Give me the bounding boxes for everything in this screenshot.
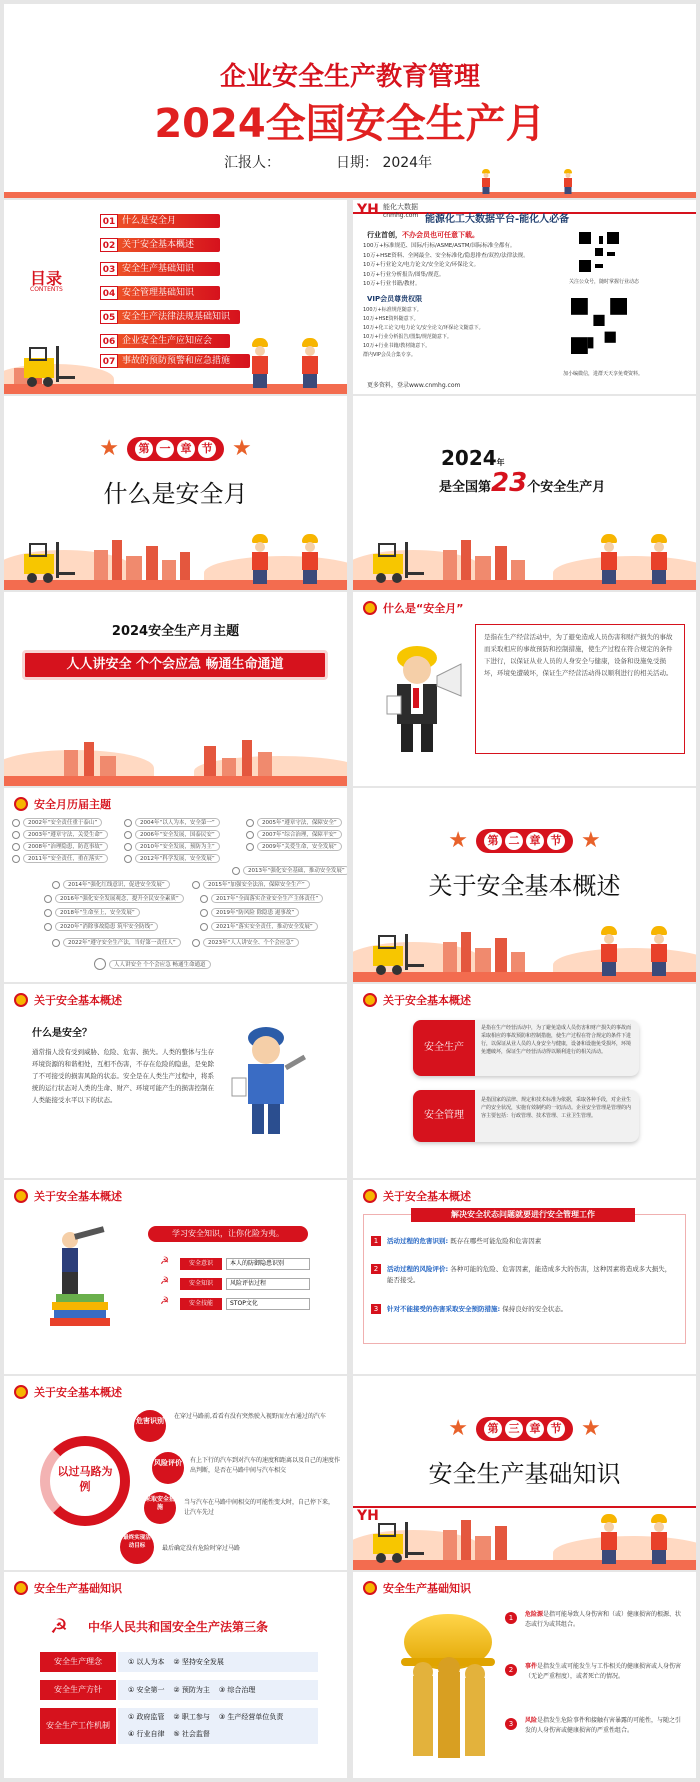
slide-header: 关于安全基本概述 <box>14 1188 122 1204</box>
solve-item: 针对不能接受的伤害采取安全预防措施: 保持良好的安全状态。 <box>387 1305 568 1313</box>
hammer-sickle-icon: ☭ <box>160 1276 169 1287</box>
forklift-icon <box>369 540 427 584</box>
chapter-title: 什么是安全月 <box>103 480 248 508</box>
chapter-badge: ★ 第 三 章 节 ★ <box>448 1416 601 1441</box>
ad-vip-item: 10万+HSE资料随意下。 <box>363 316 419 322</box>
ad-brand-url: cnmhg.com <box>383 212 419 219</box>
ad-item: 10万+行业书籍/教材。 <box>363 281 421 287</box>
card-text: 是指国家的法律、规定和技术标准为依据，采取各种手段，对企业生产的安全状况，实施有效制约的一切活动。企业安全管理是管理的内容主要包括：行政管理、技术管理、工业卫生管理。 <box>481 1097 632 1119</box>
ad-vip-item: 100万+标准规范随意下。 <box>363 307 422 313</box>
theme-slide <box>4 592 347 786</box>
history-item: 2013年“强化安全基础，推动安全发展” <box>232 866 347 875</box>
badge-icon <box>14 1385 28 1399</box>
badge-icon <box>363 1189 377 1203</box>
qr-code-icon <box>579 232 619 272</box>
cover-date: 日期： 2024年 <box>336 155 433 171</box>
month-year: 2024年 <box>441 446 505 470</box>
toc-item[interactable]: 01 什么是安全月 <box>100 214 220 228</box>
hazard-item: 风险是指发生危险事件和接触有害暴露的可能性，与随之引发的人身伤害或健康损害的严重性组合。 <box>525 1717 682 1734</box>
ad-brand-name: 能化大数据 <box>383 203 418 211</box>
solve-number: 3 <box>371 1304 381 1314</box>
toc-item[interactable]: 04 安全管理基础知识 <box>100 286 220 300</box>
cover-reporter: 汇报人： <box>224 155 280 171</box>
item-number: 2 <box>505 1664 517 1676</box>
slide-header: 关于安全基本概述 <box>363 1188 471 1204</box>
ad-vip-title: VIP会员尊贵权限 <box>367 295 423 303</box>
step-circle: 危害识别 <box>134 1410 166 1442</box>
ad-topbar <box>353 1506 696 1508</box>
item-number: 1 <box>505 1612 517 1624</box>
history-item: 2012年“科学发展，安全发展” <box>124 854 220 863</box>
solve-item: 活动过程的风险评价: 各种可能的危险、危害因素，能造成多大的伤害，这种因素将造成多大损失，能否接受。 <box>387 1265 672 1284</box>
hammer-sickle-icon: ☭ <box>160 1256 169 1267</box>
hazard-item: 危险源是指可能导致人身伤害和（或）健康损害的根源、状态或行为或其组合。 <box>525 1611 682 1628</box>
card-text: 是指在生产经营活动中，为了避免造成人员伤害和财产损失的事故而采取相应的事故预防和控制措施，使生产过程在符合规定的条件下进行，以保证从业人员的人身安全与健康，设备和设施免受损坏，环境免遭破坏，保证生产经营活动得以顺利进行的相关活动。 <box>481 1025 632 1055</box>
solve-title: 解决安全状态问题就要进行安全管理工作 <box>411 1208 635 1222</box>
cover-title-line1: 企业安全生产教育管理 <box>219 62 480 92</box>
ad-more-link[interactable]: 更多资料，登录www.cnmhg.com <box>367 382 461 389</box>
forklift-icon <box>20 344 78 388</box>
law-slide <box>4 1572 347 1778</box>
worker-figure <box>647 534 671 584</box>
engineer-wrench-icon <box>226 1020 316 1140</box>
ad-item: 10万+行业论文/电力论文/安全论文/环保论文。 <box>363 262 480 268</box>
law-key: 安全生产工作机制 <box>40 1708 116 1744</box>
toc-item[interactable]: 06 企业安全生产应知应会 <box>100 334 230 348</box>
ad-brand-mark: YH <box>357 1508 379 1524</box>
badge-icon <box>363 993 377 1007</box>
overview-slide-1 <box>4 984 347 1178</box>
learn-key: 安全意识 <box>180 1258 222 1270</box>
ad-headline: 能源化工大数据平台-能化人必备 <box>425 214 570 225</box>
card-label: 安全生产 <box>413 1020 475 1076</box>
badge-icon <box>14 797 28 811</box>
slide-header: 什么是“安全月” <box>363 600 463 616</box>
toc-logo-sub: CONTENTS <box>30 286 63 293</box>
qr1-caption: 关注公众号，随时掌握行业动态 <box>569 279 640 285</box>
badge-icon <box>363 1581 377 1595</box>
chapter2-slide <box>353 788 696 982</box>
law-values: ① 安全第一 ② 预防为主 ③ 综合治理 <box>118 1680 318 1700</box>
theme-title: 2024安全生产月主题 <box>111 624 240 639</box>
step-circle: 最终实现活动目标 <box>120 1530 154 1564</box>
qr2-caption: 加小编微信，进群天天享免费资料。 <box>563 371 644 377</box>
badge-icon <box>14 993 28 1007</box>
star-icon: ★ <box>581 828 601 853</box>
history-item: 2014年“强化红线意识，促进安全发展” <box>52 880 170 889</box>
learn-key: 安全技能 <box>180 1298 222 1310</box>
law-title: 中华人民共和国安全生产法第三条 <box>88 1620 269 1634</box>
overview-slide-3 <box>4 1180 347 1374</box>
slide-header: 安全生产基础知识 <box>363 1580 471 1596</box>
star-icon: ★ <box>232 436 252 461</box>
slide-header: 关于安全基本概述 <box>363 992 471 1008</box>
worker-figure <box>597 926 621 976</box>
star-icon: ★ <box>448 1416 468 1441</box>
slide-header: 关于安全基本概述 <box>14 992 122 1008</box>
ad-vip-item: 群内VIP会员合集专享。 <box>363 352 416 358</box>
ad-vip-item: 10万+行业分析报告/图集/规范随意下。 <box>363 334 452 340</box>
solve-item: 活动过程的危害识别: 既存在哪些可能危险和危害因素 <box>387 1237 542 1245</box>
overview-slide-5 <box>4 1376 347 1570</box>
history-item: 2021年“落实安全责任，推动安全发展” <box>200 922 318 931</box>
history-slide <box>4 788 347 982</box>
worker-figure <box>647 926 671 976</box>
month-statement: 是全国第23个安全生产月 <box>439 468 606 498</box>
worker-figure <box>298 534 322 584</box>
worker-figure <box>597 534 621 584</box>
history-item: 2018年“生命至上，安全发展” <box>44 908 140 917</box>
history-item: 2007年“综合治理，保障平安” <box>246 830 342 839</box>
ad-vip-item: 10万+行业书籍/教材随意下。 <box>363 343 431 349</box>
history-item: 2010年“安全发展，预防为主” <box>124 842 220 851</box>
telescope-man-icon <box>40 1220 120 1340</box>
ad-free-title: 行业首创，不办会员也可任意下载。 <box>367 231 479 239</box>
history-item: 2005年“遵章守法，保障安全” <box>246 818 342 827</box>
learn-value: STOP文化 <box>226 1298 310 1310</box>
toc-item[interactable]: 05 安全生产法律法规基础知识 <box>100 310 240 324</box>
history-item: 2016年“强化安全发展观念，提升全民安全素质” <box>44 894 184 903</box>
history-item: 2008年“治理隐患，防范事故” <box>12 842 108 851</box>
solve-number: 2 <box>371 1264 381 1274</box>
month-slide <box>353 396 696 590</box>
ad-vip-list <box>363 306 538 360</box>
learn-value: 风险评估过程 <box>226 1278 310 1290</box>
chapter-title: 关于安全基本概述 <box>428 872 621 900</box>
chapter-title: 安全生产基础知识 <box>428 1460 621 1488</box>
qr-code-icon <box>571 298 627 354</box>
history-item: 2004年“以人为本，安全第一” <box>124 818 220 827</box>
step-text: 当与汽车在马路中间相交的可能性变大时，自己停下来，让汽车先过 <box>184 1499 335 1516</box>
step-circle: 采取安全措施 <box>144 1492 176 1524</box>
history-item: 2003年“遵章守法，关爱生命” <box>12 830 108 839</box>
slide-header: 安全月历届主题 <box>14 796 111 812</box>
chapter-badge: ★ 第 一 章 节 ★ <box>99 436 252 461</box>
forklift-icon <box>369 932 427 976</box>
safety-definition: 通常指人没有受到威胁、危险、危害、损失。人类的整体与生存环境资源的和谐相处，互相不伤害，不存在危险的隐患，是免除了不可接受的损害风险的状态。安全是在人类生产过程中，将系统的运行状态对人类的生命、财产、环境可能产生的损害控制在人类能接受水平以下的状态。 <box>32 1048 214 1104</box>
cover-ground <box>4 192 696 198</box>
step-circle: 风险评价 <box>152 1452 184 1484</box>
what-slide <box>353 592 696 786</box>
law-values: ① 政府监管 ② 职工参与 ③ 生产经营单位负责 ④ 行业自律 ⑤ 社会监督 <box>118 1708 318 1744</box>
ad-item: 100万+标准规范、国际/行标/ASME/ASTM/国际标准全都有。 <box>363 243 516 249</box>
worker-figure <box>480 169 492 194</box>
history-item: 2017年“全面落实企业安全生产主体责任” <box>200 894 323 903</box>
national-emblem-icon: ☭ <box>50 1614 68 1638</box>
hazard-item: 事件是指发生或可能发生与工作相关的健康损害或人身伤害（无论严重程度），或者死亡的情况。 <box>525 1663 682 1680</box>
history-item: 2011年“安全责任，重在落实” <box>12 854 108 863</box>
step-text: 在穿过马路前,看看有没有突然驶入视野而左右通过的汽车 <box>174 1413 326 1420</box>
cover-slide <box>4 4 696 198</box>
star-icon: ★ <box>581 1416 601 1441</box>
learn-value: 本人的防御隐患识别 <box>226 1258 310 1270</box>
history-item: 2002年“安全责任重于泰山” <box>12 818 102 827</box>
worker-megaphone-icon <box>383 636 463 756</box>
solve-number: 1 <box>371 1236 381 1246</box>
worker-figure <box>597 1514 621 1564</box>
slide-header: 关于安全基本概述 <box>14 1384 122 1400</box>
chapter1-slide <box>4 396 347 590</box>
card-label: 安全管理 <box>413 1090 475 1142</box>
overview-slide-2 <box>353 984 696 1178</box>
toc-item[interactable]: 07 事故的预防预警和应急措施 <box>100 354 250 368</box>
hammer-sickle-icon: ☭ <box>160 1296 169 1307</box>
history-item: 人人讲安全 个个会应急 畅通生命通道 <box>94 958 211 970</box>
badge-icon <box>363 601 377 615</box>
overview-slide-4 <box>353 1180 696 1374</box>
learn-title: 学习安全知识，让你化险为夷。 <box>148 1226 308 1242</box>
ad-item-list <box>363 242 538 290</box>
ad-vip-item: 10万+化工论文/电力论文/安全论文/环保论文随意下。 <box>363 325 484 331</box>
badge-icon <box>14 1581 28 1595</box>
chapter3-slide <box>353 1376 696 1570</box>
ad-item: 10万+HSE资料、全网最全、安全标准化/隐患排查/双控/法律法规。 <box>363 252 529 259</box>
forklift-icon <box>20 540 78 584</box>
road-center-label: 以过马路为例 <box>57 1465 113 1493</box>
toc-slide <box>4 200 347 394</box>
history-item: 2019年“防风险 除隐患 遏事故” <box>200 908 299 917</box>
history-item: 2015年“加强安全法治，保障安全生产” <box>192 880 310 889</box>
forklift-icon <box>369 1520 427 1564</box>
worker-figure <box>248 338 272 388</box>
hazard-slide <box>353 1572 696 1778</box>
history-item: 2009年“关爱生命，安全发展” <box>246 842 342 851</box>
slide-header: 安全生产基础知识 <box>14 1580 122 1596</box>
question-title: 什么是安全？ <box>32 1028 92 1039</box>
hardhat-workers-icon <box>393 1606 503 1766</box>
star-icon: ★ <box>448 828 468 853</box>
ad-brand-mark: YH <box>357 202 379 218</box>
learn-key: 安全知识 <box>180 1278 222 1290</box>
history-item: 2023年“人人讲安全、个个会应急” <box>192 938 299 947</box>
city-skyline <box>4 732 347 786</box>
worker-figure <box>647 1514 671 1564</box>
law-values: ① 以人为本 ② 坚持安全发展 <box>118 1652 318 1672</box>
law-key: 安全生产方针 <box>40 1680 116 1700</box>
worker-figure <box>248 534 272 584</box>
cover-title-line2: 2024全国安全生产月 <box>154 101 546 147</box>
item-number: 3 <box>505 1718 517 1730</box>
theme-slogan: 人人讲安全 个个会应急 畅通生命通道 <box>22 650 328 680</box>
definition-box: 是指在生产经营活动中，为了避免造成人员伤害和财产损失的事故而采取相应的事故预防和控制措施，使生产过程在符合规定的条件下进行，以保证从业人员的人身安全与健康，设备和设施免受损坏，环境免遭破坏，保证生产经营活动得以顺利进行的相关活动。 <box>475 624 685 754</box>
step-text: 有上下行的汽车到对汽车的速度和距离以及自己的速度作出判断，是否在马路中间与汽车相交 <box>190 1457 341 1474</box>
toc-item[interactable]: 03 安全生产基础知识 <box>100 262 220 276</box>
step-text: 最后确定没有危险时穿过马路 <box>162 1545 241 1552</box>
chapter-badge: ★ 第 二 章 节 ★ <box>448 828 601 853</box>
history-item: 2022年“遵守安全生产法，当好第一责任人” <box>52 938 181 947</box>
toc-logo: 目录 <box>30 269 63 288</box>
law-key: 安全生产理念 <box>40 1652 116 1672</box>
worker-figure <box>298 338 322 388</box>
star-icon: ★ <box>99 436 119 461</box>
toc-item[interactable]: 02 关于安全基本概述 <box>100 238 220 252</box>
badge-icon <box>14 1189 28 1203</box>
history-item: 2020年“消除事故隐患 筑牢安全防线” <box>44 922 158 931</box>
ad-slide <box>353 200 696 394</box>
worker-figure <box>562 169 574 194</box>
history-item: 2006年“安全发展，国泰民安” <box>124 830 220 839</box>
ad-item: 10万+行业分析报告/图集/规范。 <box>363 271 445 278</box>
